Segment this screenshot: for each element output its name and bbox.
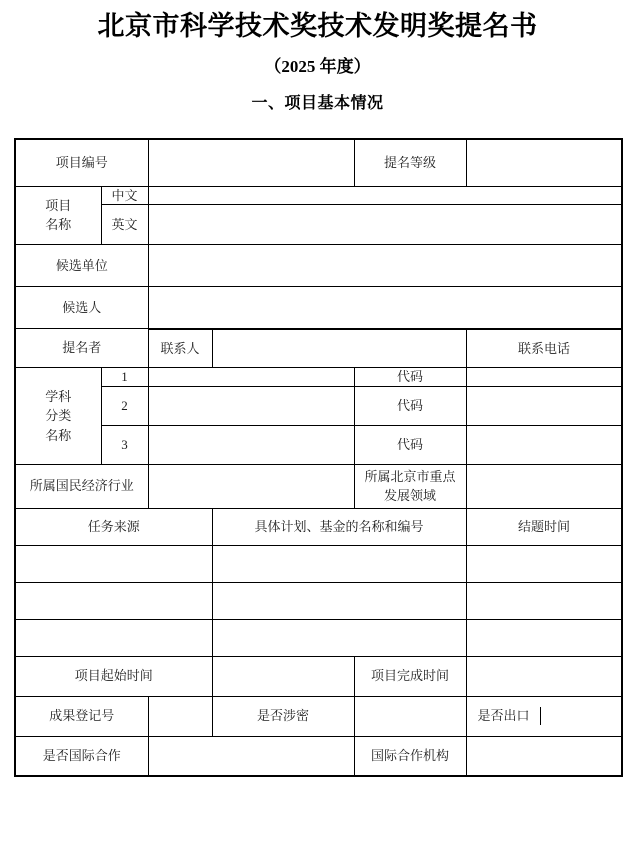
document-title: 北京市科学技术奖技术发明奖提名书 xyxy=(97,11,538,41)
table-row-task-source-header xyxy=(15,508,622,545)
table-row-project-name-en xyxy=(15,205,622,245)
cell-is-exported xyxy=(466,696,622,736)
value-candidate-person[interactable] xyxy=(148,287,622,329)
table-row xyxy=(15,582,622,619)
label-project-number: 项目编号 xyxy=(15,139,148,186)
value-is-exported[interactable] xyxy=(541,707,622,725)
label-discipline-line1: 学科 xyxy=(45,388,72,404)
value-task-source-2[interactable] xyxy=(15,582,212,619)
label-beijing-key-field-line1: 所属北京市重点 xyxy=(364,468,456,484)
value-achievement-reg-number[interactable] xyxy=(148,696,212,736)
label-discipline-code-1: 代码 xyxy=(354,368,466,387)
value-task-plan-3[interactable] xyxy=(212,619,466,656)
table-row xyxy=(15,545,622,582)
label-contact-phone: 联系电话 xyxy=(466,330,622,368)
label-plan-fund-name-number: 具体计划、基金的名称和编号 xyxy=(212,508,466,545)
value-discipline-code-2[interactable] xyxy=(466,386,622,425)
label-discipline-classification xyxy=(15,368,101,465)
value-nomination-level[interactable] xyxy=(466,139,622,186)
label-beijing-key-field-line2: 发展领域 xyxy=(384,488,437,504)
value-beijing-key-field[interactable] xyxy=(466,464,622,508)
table-row-candidate-unit xyxy=(15,245,622,287)
value-is-international-coop[interactable] xyxy=(148,736,354,776)
label-completion-time: 结题时间 xyxy=(466,508,622,545)
table-row-discipline-3 xyxy=(15,425,622,464)
label-beijing-key-field xyxy=(354,464,466,508)
label-discipline-code-3: 代码 xyxy=(354,425,466,464)
value-contact-person[interactable] xyxy=(212,330,466,368)
table-row-international-cooperation xyxy=(15,736,622,776)
value-discipline-name-3[interactable] xyxy=(148,425,354,464)
label-nominator: 提名者 xyxy=(15,329,148,368)
table-row-project-name-cn xyxy=(15,186,622,205)
table-row-project-times xyxy=(15,656,622,696)
label-discipline-index-2: 2 xyxy=(101,386,148,425)
label-is-classified: 是否涉密 xyxy=(212,696,354,736)
table-row-discipline-1 xyxy=(15,368,622,387)
table-row-discipline-2 xyxy=(15,386,622,425)
value-is-classified[interactable] xyxy=(354,696,466,736)
label-project-name-line2: 名称 xyxy=(45,217,72,233)
label-project-start-time: 项目起始时间 xyxy=(15,656,212,696)
label-discipline-line3: 名称 xyxy=(45,427,72,443)
table-row-industry-and-key-field xyxy=(15,464,622,508)
value-project-number[interactable] xyxy=(148,139,354,186)
value-task-source-1[interactable] xyxy=(15,545,212,582)
label-project-name-line1: 项目 xyxy=(45,197,72,213)
table-row-registration-and-flags xyxy=(15,696,622,736)
label-national-industry: 所属国民经济行业 xyxy=(15,464,148,508)
value-discipline-name-1[interactable] xyxy=(148,368,354,387)
value-national-industry[interactable] xyxy=(148,464,354,508)
table-row-project-number xyxy=(15,139,622,186)
value-international-coop-org[interactable] xyxy=(466,736,622,776)
value-discipline-name-2[interactable] xyxy=(148,386,354,425)
label-international-coop-org: 国际合作机构 xyxy=(354,736,466,776)
label-nomination-level: 提名等级 xyxy=(354,139,466,186)
value-task-time-2[interactable] xyxy=(466,582,622,619)
value-discipline-code-1[interactable] xyxy=(466,368,622,387)
value-project-name-cn[interactable] xyxy=(148,186,622,205)
value-task-time-1[interactable] xyxy=(466,545,622,582)
label-achievement-reg-number: 成果登记号 xyxy=(15,696,148,736)
label-discipline-index-1: 1 xyxy=(101,368,148,387)
value-project-start-time[interactable] xyxy=(212,656,354,696)
value-task-source-3[interactable] xyxy=(15,619,212,656)
value-candidate-unit[interactable] xyxy=(148,245,622,287)
label-discipline-code-2: 代码 xyxy=(354,386,466,425)
label-project-name xyxy=(15,186,101,245)
label-project-finish-time: 项目完成时间 xyxy=(354,656,466,696)
value-project-finish-time[interactable] xyxy=(466,656,622,696)
label-discipline-line2: 分类 xyxy=(45,408,72,424)
table-row xyxy=(15,619,622,656)
table-row-candidate-person xyxy=(15,287,622,329)
label-is-international-coop: 是否国际合作 xyxy=(15,736,148,776)
label-contact-person: 联系人 xyxy=(148,330,212,368)
label-is-exported: 是否出口 xyxy=(467,707,541,725)
label-discipline-index-3: 3 xyxy=(101,425,148,464)
label-candidate-unit: 候选单位 xyxy=(15,245,148,287)
label-task-source: 任务来源 xyxy=(15,508,212,545)
label-lang-cn: 中文 xyxy=(101,186,148,205)
project-basic-info-table xyxy=(14,138,623,777)
section-title-basic-info: 一、项目基本情况 xyxy=(251,95,384,112)
value-task-time-3[interactable] xyxy=(466,619,622,656)
label-candidate-person: 候选人 xyxy=(15,287,148,329)
value-task-plan-2[interactable] xyxy=(212,582,466,619)
value-discipline-code-3[interactable] xyxy=(466,425,622,464)
document-subtitle-year: （2025 年度） xyxy=(264,57,371,76)
value-task-plan-1[interactable] xyxy=(212,545,466,582)
label-lang-en: 英文 xyxy=(101,205,148,245)
value-project-name-en[interactable] xyxy=(148,205,622,245)
